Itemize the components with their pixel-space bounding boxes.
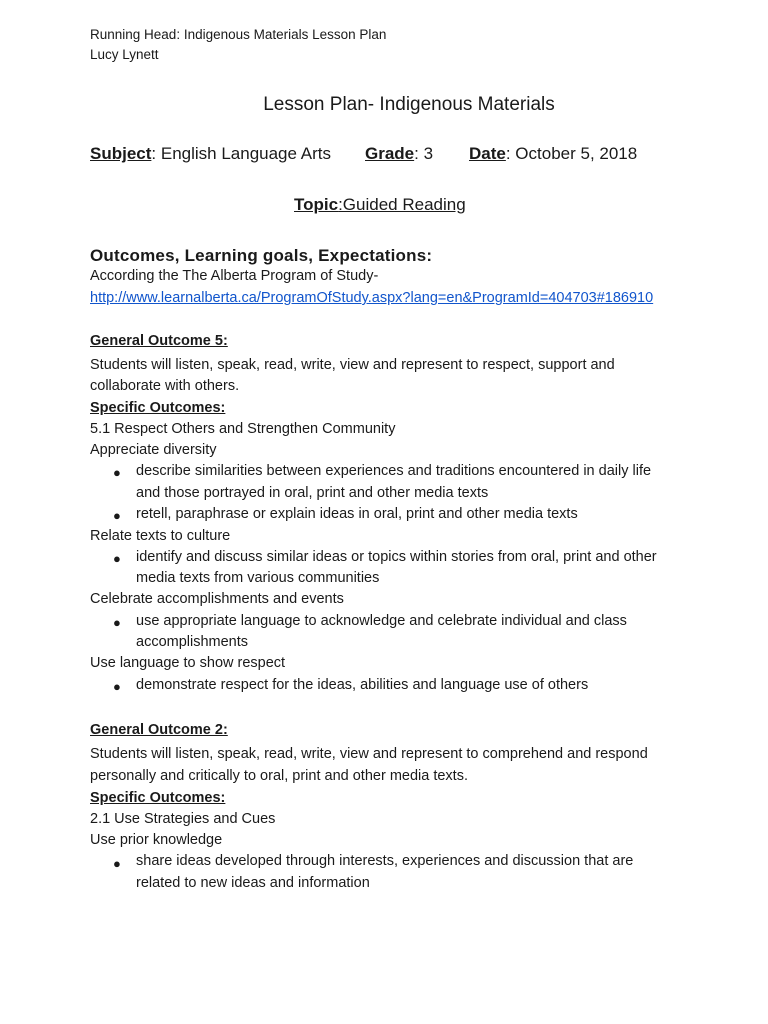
go5-text-line2: collaborate with others. (90, 378, 240, 394)
go2-specific-outcomes-heading: Specific Outcomes: (90, 790, 226, 806)
date-line (469, 144, 637, 164)
bullet-icon: ● (113, 615, 121, 630)
subject-value: : English Language Arts (151, 144, 331, 163)
go2-text-line2: personally and critically to oral, print and other media texts. (90, 768, 468, 784)
date-label: Date (469, 144, 506, 163)
go2-bullet1-line2: related to new ideas and information (136, 875, 370, 891)
go5-bullet4-line1: use appropriate language to acknowledge and celebrate individual and class (136, 613, 627, 629)
go5-bullet4-line2: accomplishments (136, 634, 249, 650)
topic-value: :Guided Reading (338, 195, 466, 214)
go5-text-line1: Students will listen, speak, read, write, view and represent to respect, support and (90, 357, 615, 373)
sub-relate-texts: Relate texts to culture (90, 528, 231, 544)
go5-bullet1-line1: describe similarities between experiences and traditions encountered in daily life (136, 463, 652, 479)
grade-label: Grade (365, 144, 415, 163)
author-name: Lucy Lynett (90, 47, 159, 62)
topic-label: Topic (294, 195, 339, 214)
outcome-5-1: 5.1 Respect Others and Strengthen Community (90, 421, 396, 437)
grade-line (365, 144, 433, 164)
sub-appreciate-diversity: Appreciate diversity (90, 442, 217, 458)
go5-specific-outcomes-heading: Specific Outcomes: (90, 400, 226, 416)
bullet-icon: ● (113, 508, 121, 523)
go5-bullet3-line1: identify and discuss similar ideas or topics within stories from oral, print and other (136, 549, 657, 565)
program-of-study-link[interactable]: http://www.learnalberta.ca/ProgramOfStudy.aspx?lang=en&ProgramId=404703#186910 (90, 290, 654, 306)
bullet-icon: ● (113, 551, 121, 566)
go5-bullet3-line2: media texts from various communities (136, 570, 380, 586)
go5-bullet1-line2: and those portrayed in oral, print and other media texts (136, 485, 489, 501)
sub-show-respect: Use language to show respect (90, 655, 286, 671)
general-outcome-2-heading: General Outcome 2: (90, 722, 228, 738)
general-outcome-5-heading: General Outcome 5: (90, 333, 228, 349)
subject-label: Subject (90, 144, 152, 163)
date-value: : October 5, 2018 (505, 144, 638, 163)
bullet-icon: ● (113, 679, 121, 694)
document-title: Lesson Plan- Indigenous Materials (263, 94, 555, 115)
go2-text-line1: Students will listen, speak, read, write, view and represent to comprehend and respond (90, 746, 648, 762)
outcome-2-1: 2.1 Use Strategies and Cues (90, 811, 276, 827)
sub-celebrate: Celebrate accomplishments and events (90, 591, 344, 607)
sub-use-prior-knowledge: Use prior knowledge (90, 832, 223, 848)
outcomes-intro: According the The Alberta Program of Study- (90, 268, 379, 284)
go5-bullet2: retell, paraphrase or explain ideas in oral, print and other media texts (136, 506, 578, 522)
topic-line (294, 195, 466, 215)
bullet-icon: ● (113, 465, 121, 480)
subject-line (90, 144, 331, 164)
bullet-icon: ● (113, 856, 121, 871)
go5-bullet5: demonstrate respect for the ideas, abilities and language use of others (136, 677, 589, 693)
grade-value: : 3 (414, 144, 434, 163)
outcomes-heading: Outcomes, Learning goals, Expectations: (90, 246, 433, 265)
running-head: Running Head: Indigenous Materials Lesson Plan (90, 27, 387, 42)
go2-bullet1-line1: share ideas developed through interests, experiences and discussion that are (136, 853, 634, 869)
